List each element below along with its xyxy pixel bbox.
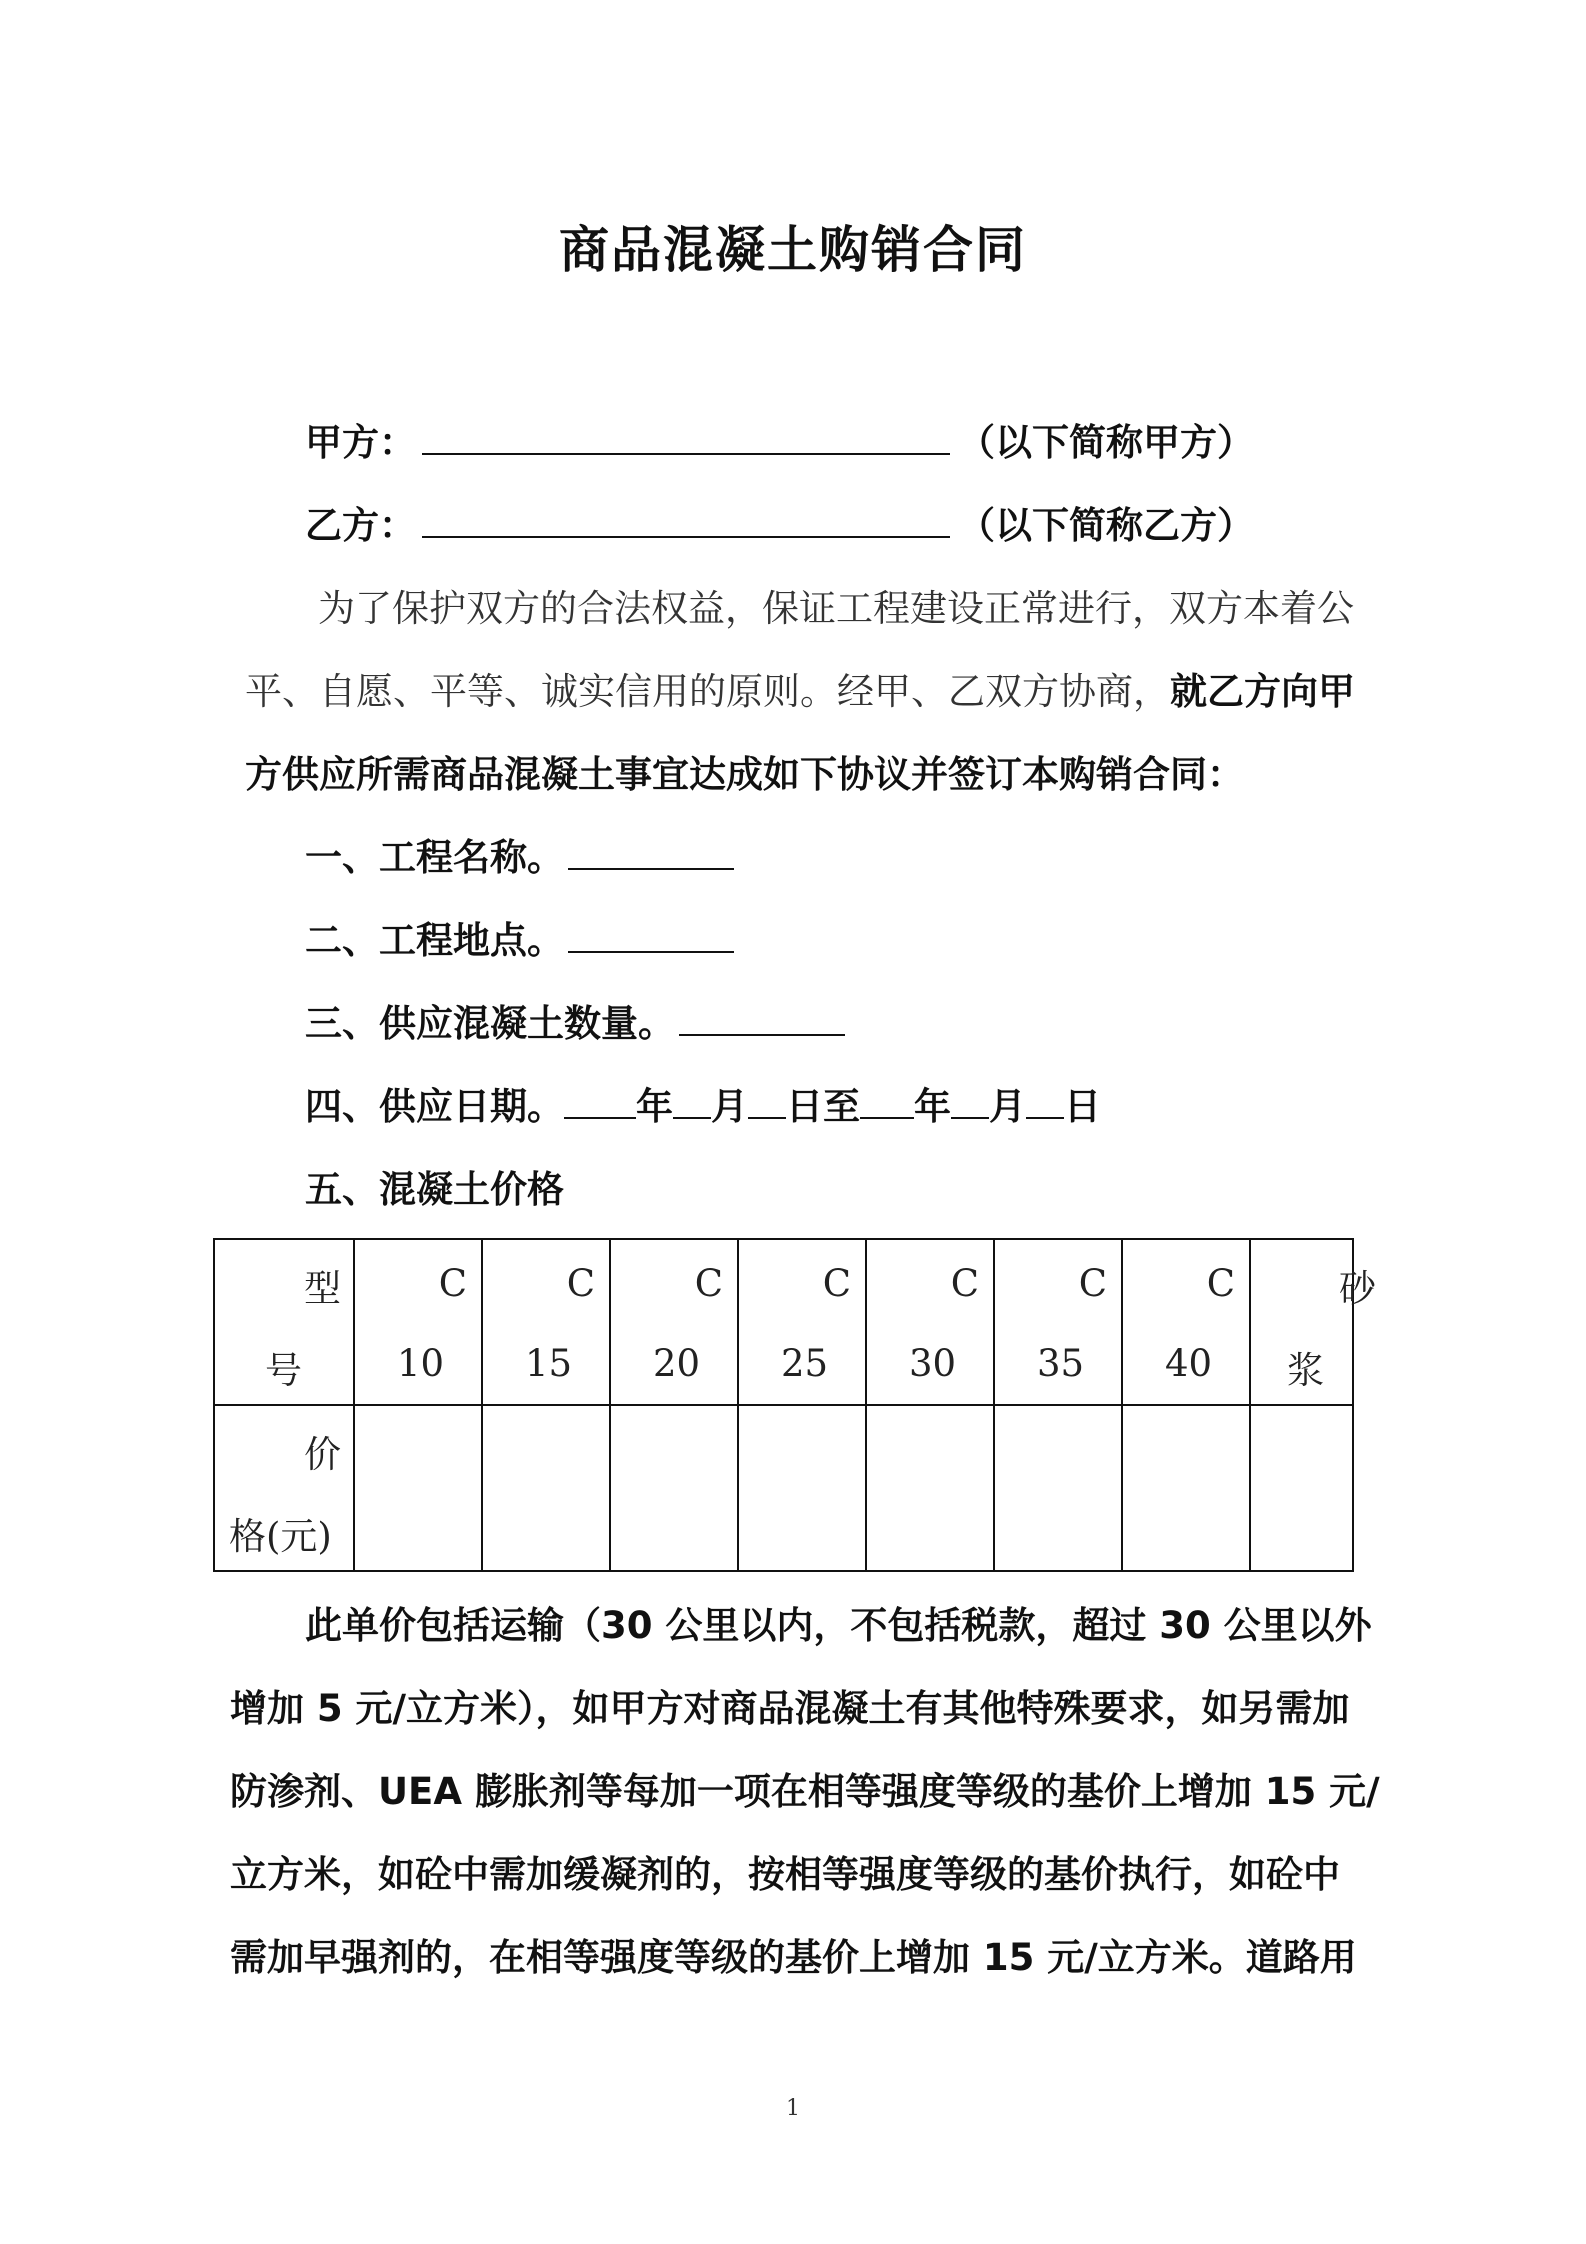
project-name-blank[interactable] xyxy=(568,828,734,870)
end-day-unit: 日 xyxy=(1064,1085,1101,1128)
page-number: 1 xyxy=(786,2096,800,2121)
grade-letter: C xyxy=(1206,1262,1235,1305)
item-quantity xyxy=(305,993,845,1047)
grade-cell-c10 xyxy=(354,1239,482,1405)
grade-letter: C xyxy=(822,1262,851,1305)
grade-number: 20 xyxy=(653,1342,701,1385)
party-b-suffix: （以下简称乙方） xyxy=(958,504,1254,547)
grade-number: 15 xyxy=(525,1342,573,1385)
grade-cell-c25 xyxy=(738,1239,866,1405)
grade-letter: C xyxy=(1078,1262,1107,1305)
terms-line-2: 增加 5 元/立方米），如甲方对商品混凝土有其他特殊要求，如另需加 xyxy=(230,1687,1350,1730)
grade-row xyxy=(214,1239,1353,1405)
price-row xyxy=(214,1405,1353,1571)
grade-letter: C xyxy=(950,1262,979,1305)
start-month-unit: 月 xyxy=(711,1085,748,1128)
grade-number: 35 xyxy=(1037,1342,1085,1385)
grade-header-bottom: 号 xyxy=(265,1349,302,1392)
grade-cell-c35 xyxy=(994,1239,1122,1405)
project-location-blank[interactable] xyxy=(568,911,734,953)
grade-number: 25 xyxy=(781,1342,829,1385)
grade-header-top: 型 xyxy=(304,1267,341,1310)
price-input-c20[interactable] xyxy=(610,1405,738,1571)
grade-header-cell xyxy=(214,1239,354,1405)
price-input-c15[interactable] xyxy=(482,1405,610,1571)
item-project-location xyxy=(305,910,734,964)
price-input-c30[interactable] xyxy=(866,1405,994,1571)
start-day-blank[interactable] xyxy=(748,1077,786,1119)
end-month-unit: 月 xyxy=(989,1085,1026,1128)
grade-cell-c20 xyxy=(610,1239,738,1405)
project-location-label: 二、工程地点。 xyxy=(305,919,564,962)
grade-cell-c40 xyxy=(1122,1239,1250,1405)
party-b-label: 乙方： xyxy=(305,504,416,547)
item-supply-date xyxy=(305,1076,1101,1130)
price-input-c35[interactable] xyxy=(994,1405,1122,1571)
end-year-blank[interactable] xyxy=(860,1077,914,1119)
end-year-unit: 年 xyxy=(914,1085,951,1128)
quantity-blank[interactable] xyxy=(679,994,845,1036)
grade-letter: C xyxy=(438,1262,467,1305)
party-a-suffix: （以下简称甲方） xyxy=(958,421,1254,464)
quantity-label: 三、供应混凝土数量。 xyxy=(305,1002,675,1045)
grade-letter: C xyxy=(694,1262,723,1305)
start-year-blank[interactable] xyxy=(564,1077,636,1119)
supply-date-label: 四、供应日期。 xyxy=(305,1085,564,1128)
price-label-top: 价 xyxy=(304,1433,341,1476)
terms-line-5: 需加早强剂的，在相等强度等级的基价上增加 15 元/立方米。道路用 xyxy=(230,1936,1357,1979)
day-to-text: 日至 xyxy=(786,1085,860,1128)
price-table xyxy=(213,1238,1376,1572)
price-input-c40[interactable] xyxy=(1122,1405,1250,1571)
price-input-c25[interactable] xyxy=(738,1405,866,1571)
grade-number: 30 xyxy=(909,1342,957,1385)
project-name-label: 一、工程名称。 xyxy=(305,836,564,879)
grade-number: 10 xyxy=(397,1342,445,1385)
terms-line-1: 此单价包括运输（30 公里以内，不包括税款，超过 30 公里以外 xyxy=(305,1604,1372,1647)
grade-number: 40 xyxy=(1165,1342,1213,1385)
terms-line-3: 防渗剂、UEA 膨胀剂等每加一项在相等强度等级的基价上增加 15 元/ xyxy=(230,1770,1380,1813)
document-title: 商品混凝土购销合同 xyxy=(559,221,1027,279)
price-label-cell xyxy=(214,1405,354,1571)
intro-line-1: 为了保护双方的合法权益，保证工程建设正常进行，双方本着公 xyxy=(318,587,1354,630)
intro-line-2a: 平、自愿、平等、诚实信用的原则。经甲、乙双方协商， xyxy=(245,670,1170,713)
party-b-line xyxy=(305,495,1254,549)
end-month-blank[interactable] xyxy=(951,1077,989,1119)
price-input-c10[interactable] xyxy=(354,1405,482,1571)
party-a-line xyxy=(305,412,1254,466)
intro-line-2b: 就乙方向甲 xyxy=(1170,670,1355,713)
grade-cell-mortar xyxy=(1250,1239,1376,1405)
grade-cell-c30 xyxy=(866,1239,994,1405)
intro-line-2 xyxy=(245,661,1355,715)
price-input-mortar[interactable] xyxy=(1250,1405,1353,1571)
start-month-blank[interactable] xyxy=(673,1077,711,1119)
price-heading: 五、混凝土价格 xyxy=(305,1168,564,1211)
grade-letter: C xyxy=(566,1262,595,1305)
terms-line-4: 立方米，如砼中需加缓凝剂的，按相等强度等级的基价执行，如砼中 xyxy=(230,1853,1340,1896)
start-year-unit: 年 xyxy=(636,1085,673,1128)
mortar-bottom: 浆 xyxy=(1287,1349,1324,1392)
party-b-blank[interactable] xyxy=(422,496,950,538)
grade-cell-c15 xyxy=(482,1239,610,1405)
party-a-label: 甲方： xyxy=(305,421,416,464)
price-label-bottom: 格(元) xyxy=(229,1515,332,1558)
intro-line-3: 方供应所需商品混凝土事宜达成如下协议并签订本购销合同： xyxy=(245,753,1244,796)
party-a-blank[interactable] xyxy=(422,413,950,455)
mortar-top: 砂 xyxy=(1339,1267,1376,1310)
end-day-blank[interactable] xyxy=(1026,1077,1064,1119)
item-project-name xyxy=(305,827,734,881)
